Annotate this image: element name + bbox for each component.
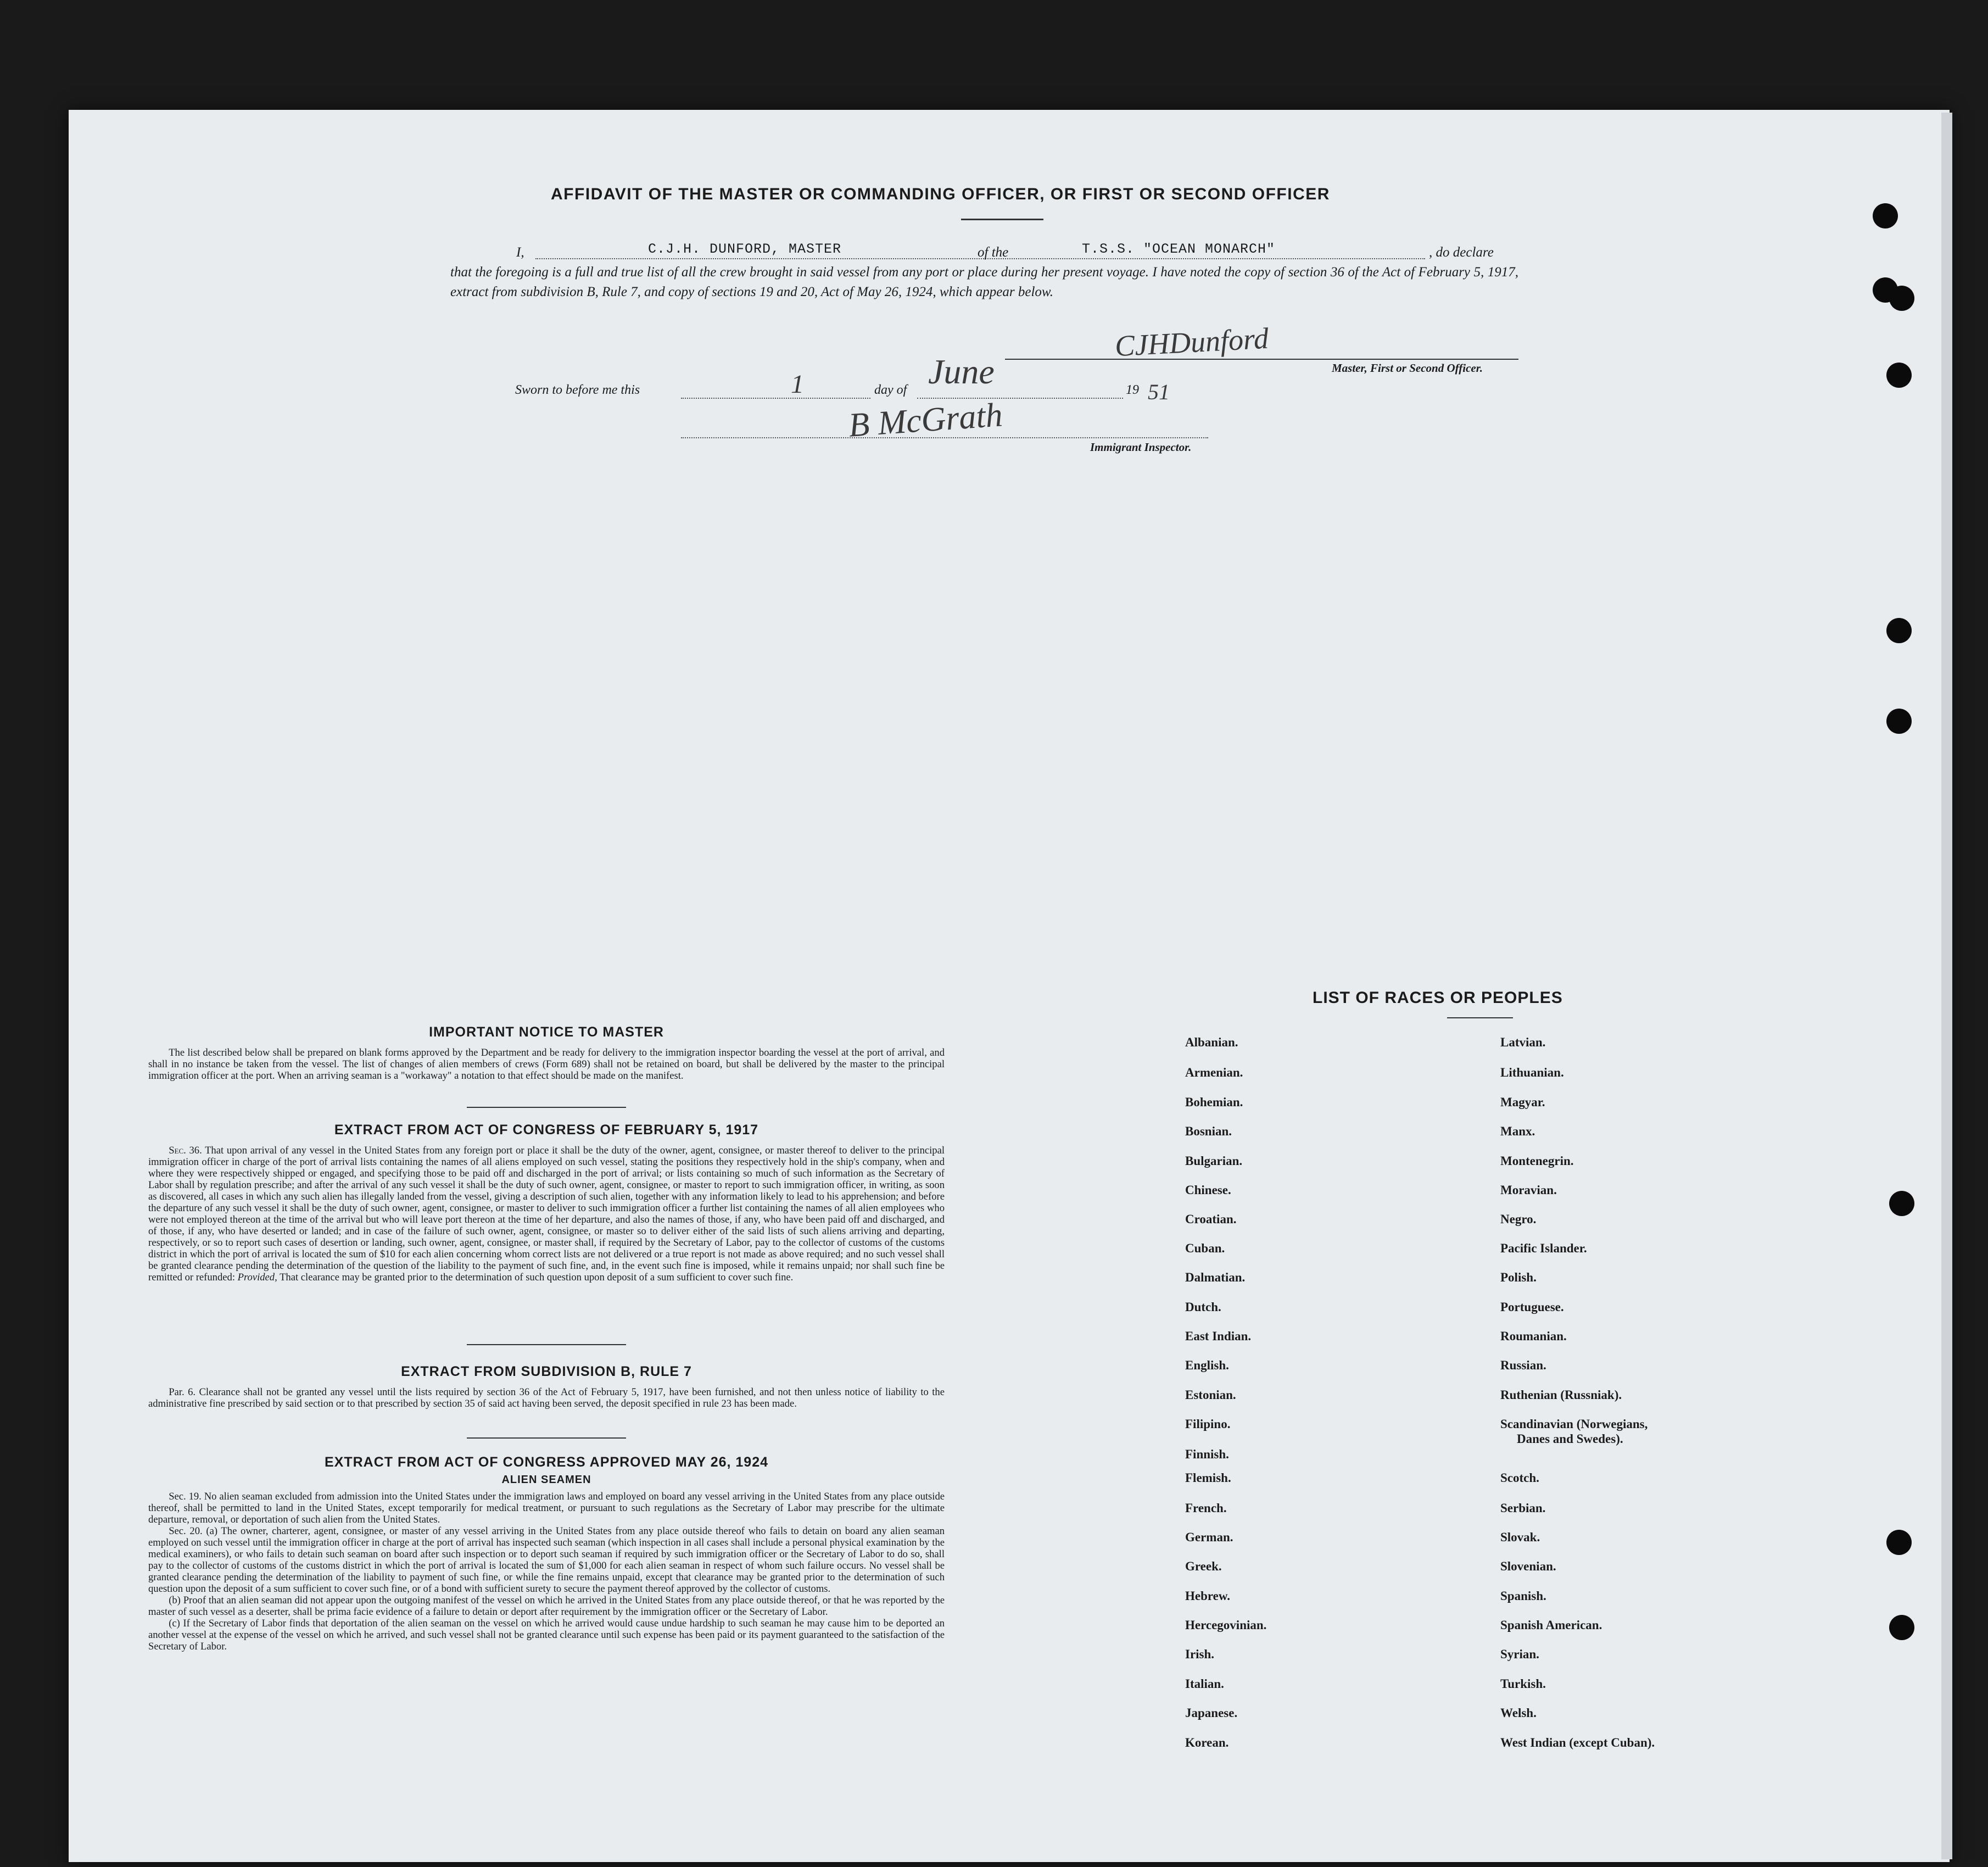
- sworn-month: June: [928, 352, 995, 391]
- declaration-line: [450, 243, 1518, 263]
- extract-1917-text: [148, 1145, 945, 1283]
- race-item: Finnish.: [1185, 1447, 1229, 1461]
- master-signature: CJHDunford: [1114, 321, 1270, 363]
- sworn-day-rule: [681, 398, 870, 399]
- sec-36-text-end: That clearance may be granted prior to the determination of such question upon deposit of a sum sufficient to cover such fine.: [280, 1272, 794, 1283]
- race-item: Bohemian.: [1185, 1095, 1243, 1109]
- extract-1917-title: EXTRACT FROM ACT OF CONGRESS OF FEBRUARY 5, 1917: [334, 1122, 759, 1138]
- race-item: Russian.: [1500, 1358, 1546, 1372]
- year-suffix: 51: [1148, 380, 1170, 404]
- race-item: Polish.: [1500, 1270, 1537, 1284]
- race-item: Spanish American.: [1500, 1618, 1602, 1632]
- rule-7-section: [148, 1364, 945, 1409]
- race-item: Negro.: [1500, 1212, 1537, 1226]
- do-declare-label: , do declare: [1429, 245, 1494, 260]
- race-item: Turkish.: [1500, 1677, 1546, 1691]
- race-item: Hebrew.: [1185, 1589, 1230, 1603]
- race-item: Syrian.: [1500, 1647, 1539, 1661]
- race-item: Italian.: [1185, 1677, 1224, 1691]
- master-name: C.J.H. DUNFORD, MASTER: [648, 241, 842, 257]
- race-item: French.: [1185, 1501, 1227, 1515]
- day-of-label: day of: [874, 383, 907, 397]
- title-rule: [961, 219, 1043, 220]
- vessel-name: T.S.S. "OCEAN MONARCH": [1082, 241, 1276, 257]
- notice-section: [148, 1024, 945, 1082]
- sworn-month-rule: [917, 398, 1123, 399]
- race-item: Serbian.: [1500, 1501, 1546, 1515]
- race-item: Dalmatian.: [1185, 1270, 1246, 1284]
- sworn-label: Sworn to before me this: [515, 383, 640, 397]
- sec-20a-text: Sec. 20. (a) The owner, charterer, agent, consignee, or master of any vessel arriving in the United States from any place outside thereof who fails to detain on board any alien seaman employed on such vessel until the immigration officer in charge at the port of arrival has inspected such seaman (which inspection in all cases shall include a personal physical examination by the medical examiners), or who fails to detain such seaman on board after such inspection or to deport such seaman if required by such immigration officer or the Secretary of Labor to do so, shall pay to the collector of customs of the customs district in which the port of arrival is located the sum of $1,000 for each alien seaman in respect of whom such failure occurs. No vessel shall be granted clearance pending the determination of the liability to payment of such fine, or while the fine remains unpaid, except that clearance may be granted prior to the determination of such question upon the deposit of a sum sufficient to cover such fine, or of a bond with sufficient surety to secure the payment thereof approved by the collector of customs.: [148, 1525, 945, 1595]
- race-item: Bulgarian.: [1185, 1154, 1243, 1168]
- races-title: LIST OF RACES OR PEOPLES: [1313, 989, 1563, 1007]
- race-item: Scandinavian (Norwegians,: [1500, 1417, 1648, 1431]
- race-item: Portuguese.: [1500, 1300, 1564, 1314]
- notice-text: The list described below shall be prepared on blank forms approved by the Department and be ready for delivery to the immigration inspector boarding the vessel at the port of arrival, and shall in no instance be taken from the vessel. The list of changes of alien members of crews (Form 689) shall not be retained on board, but shall be delivered by the master to the principal immigration officer at the port. When an arriving seaman is a "workaway" a notation to that effect should be made on the manifest.: [148, 1047, 945, 1082]
- page-edge: [1941, 113, 1952, 1859]
- race-item: Pacific Islander.: [1500, 1241, 1587, 1255]
- extract-1924-section: [148, 1454, 945, 1652]
- race-item: Filipino.: [1185, 1417, 1231, 1431]
- race-item: Danes and Swedes).: [1517, 1432, 1623, 1446]
- race-item: Latvian.: [1500, 1035, 1546, 1049]
- race-item: Armenian.: [1185, 1066, 1243, 1079]
- master-signature-line: [1005, 359, 1518, 360]
- race-item: Magyar.: [1500, 1095, 1545, 1109]
- binder-hole: [1886, 709, 1912, 734]
- race-item: Manx.: [1500, 1124, 1535, 1138]
- binder-hole: [1889, 1191, 1914, 1216]
- inspector-signature: B McGrath: [847, 396, 1004, 444]
- race-item: Japanese.: [1185, 1706, 1238, 1720]
- sec-20c-text: (c) If the Secretary of Labor finds that deportation of the alien seaman on the vessel on which he arrived would cause undue hardship to such seaman he may cause him to be deported an another vessel at the expense of the vessel on which he arrived, and such vessel shall not be granted clearance until such expense has been paid or its payment guaranteed to the satisfaction of the Secretary of Labor.: [148, 1618, 945, 1652]
- binder-hole: [1886, 363, 1912, 388]
- year-prefix: 19: [1126, 383, 1139, 397]
- race-item: Flemish.: [1185, 1471, 1231, 1485]
- race-item: Greek.: [1185, 1559, 1222, 1573]
- race-item: Welsh.: [1500, 1706, 1537, 1720]
- race-item: Slovak.: [1500, 1530, 1540, 1544]
- race-item: Scotch.: [1500, 1471, 1539, 1485]
- rule-7-text: Par. 6. Clearance shall not be granted any vessel until the lists required by section 36 of the Act of February 5, 1917, have been furnished, and not then unless notice of liability to the administrative fine prescribed by said section or to that prescribed by section 35 of said act having been served, the deposit specified in rule 23 has been made.: [148, 1386, 945, 1409]
- race-item: Dutch.: [1185, 1300, 1221, 1314]
- sec-20b-text: (b) Proof that an alien seaman did not appear upon the outgoing manifest of the vessel on which he arrived in the United States from any place outside thereof, or that he was reported by the master of such vessel as a deserter, shall be prima facie evidence of a failure to detain or deport after requirement by the immigration officer or the Secretary of Labor.: [148, 1595, 945, 1618]
- race-item: Ruthenian (Russniak).: [1500, 1388, 1622, 1402]
- inspector-caption: Immigrant Inspector.: [1090, 441, 1192, 454]
- race-item: Cuban.: [1185, 1241, 1225, 1255]
- separator: [467, 1437, 626, 1439]
- race-item: Spanish.: [1500, 1589, 1546, 1603]
- declaration-text: that the foregoing is a full and true list of all the crew brought in said vessel from any port or place during her present voyage. I have noted the copy of section 36 of the Act of February 5, 1917, extract from subdivision B, Rule 7, and copy of sections 19 and 20, Act of May 26, 1924, which appear below.: [450, 265, 1518, 299]
- race-item: Irish.: [1185, 1647, 1215, 1661]
- race-item: Estonian.: [1185, 1388, 1236, 1402]
- race-item: German.: [1185, 1530, 1233, 1544]
- binder-hole: [1886, 618, 1912, 643]
- notice-title: IMPORTANT NOTICE TO MASTER: [429, 1024, 664, 1040]
- sec-36-text: That upon arrival of any vessel in the United States from any foreign port or place it shall be the duty of the owner, agent, consignee, or master thereof to deliver to the principal immigration officer in charge of the port of arrival lists containing the names of all aliens employed on such vessel, stating the positions they respectively hold in the ship's company, when and where they were respectively shipped or engaged, and specifying those to be paid off and discharged in the port of arrival; or lists containing so much of such information as the Secretary of Labor shall by regulation prescribe; and after the arrival of any such vessel it shall be the duty of such owner, agent, consignee, or master to report to such immigration officer, in writing, as soon as discovered, all cases in which any such alien has illegally landed from the vessel, giving a description of such alien, together with any information likely to lead to his apprehension; and before the departure of any such vessel it shall be the duty of such owner, agent, consignee, or master to deliver to such immigration officer a further list containing the names of all alien employees who were not employed thereon at the time of the arrival but who will leave port thereon at the time of her departure, and also the names of those, if any, who have been paid off and discharged, and of those, if any, who have deserted or landed; and in case of the failure of such owner, agent, consignee, or master so to deliver either of the said lists of such aliens arriving and departing, respectively, or so to report such cases of desertion or landing, such owner, agent, consignee, or master shall, if required by the Secretary of Labor, pay to the collector of customs of the customs district in which the port of arrival is located the sum of $10 for each alien concerning whom correct lists are not delivered or a true report is not made as above required; and no such vessel shall be granted clearance pending the determination of the question of the liability to the payment of such fine, and, in the event such fine is imposed, while it remains unpaid; nor shall such fine be remitted or refunded:: [148, 1145, 945, 1283]
- affidavit-title: AFFIDAVIT OF THE MASTER OR COMMANDING OFFICER, OR FIRST OR SECOND OFFICER: [551, 185, 1330, 203]
- separator: [467, 1344, 626, 1345]
- race-item: Lithuanian.: [1500, 1066, 1564, 1079]
- sec-36-label: Sec. 36.: [169, 1145, 202, 1156]
- extract-1917-section: [148, 1122, 945, 1283]
- of-the-label: of the: [978, 245, 1009, 260]
- sec-19-text: Sec. 19. No alien seaman excluded from admission into the United States under the immigration laws and employed on board any vessel arriving in the United States from any place outside thereof, shall be permitted to land in the United States, except temporarily for medical treatment, or pursuant to such regulations as the Secretary of Labor may prescribe for the ultimate departure, removal, or deportation of such alien from the United States.: [148, 1491, 945, 1525]
- pronoun: I,: [516, 245, 524, 260]
- race-item: Hercegovinian.: [1185, 1618, 1267, 1632]
- race-item: Korean.: [1185, 1736, 1229, 1749]
- race-item: Moravian.: [1500, 1183, 1557, 1197]
- affidavit-body: [450, 243, 1518, 302]
- race-item: Bosnian.: [1185, 1124, 1232, 1138]
- race-item: Albanian.: [1185, 1035, 1238, 1049]
- extract-1924-title: EXTRACT FROM ACT OF CONGRESS APPROVED MAY 26, 1924: [324, 1454, 769, 1470]
- binder-hole: [1889, 1615, 1914, 1640]
- race-item: Slovenian.: [1500, 1559, 1556, 1573]
- race-item: Croatian.: [1185, 1212, 1237, 1226]
- sworn-day: 1: [791, 370, 804, 399]
- binder-hole: [1889, 286, 1914, 311]
- race-item: English.: [1185, 1358, 1229, 1372]
- binder-hole: [1886, 1530, 1912, 1555]
- separator: [1447, 1017, 1513, 1018]
- separator: [467, 1107, 626, 1108]
- provided-label: Provided,: [237, 1272, 277, 1283]
- race-item: East Indian.: [1185, 1329, 1252, 1343]
- race-item: Montenegrin.: [1500, 1154, 1574, 1168]
- race-item: West Indian (except Cuban).: [1500, 1736, 1655, 1749]
- race-item: Chinese.: [1185, 1183, 1231, 1197]
- race-item: Roumanian.: [1500, 1329, 1567, 1343]
- master-caption: Master, First or Second Officer.: [1332, 361, 1483, 375]
- rule-7-title: EXTRACT FROM SUBDIVISION B, RULE 7: [401, 1364, 692, 1379]
- binder-hole: [1873, 203, 1898, 229]
- alien-seamen-subtitle: ALIEN SEAMEN: [501, 1474, 591, 1486]
